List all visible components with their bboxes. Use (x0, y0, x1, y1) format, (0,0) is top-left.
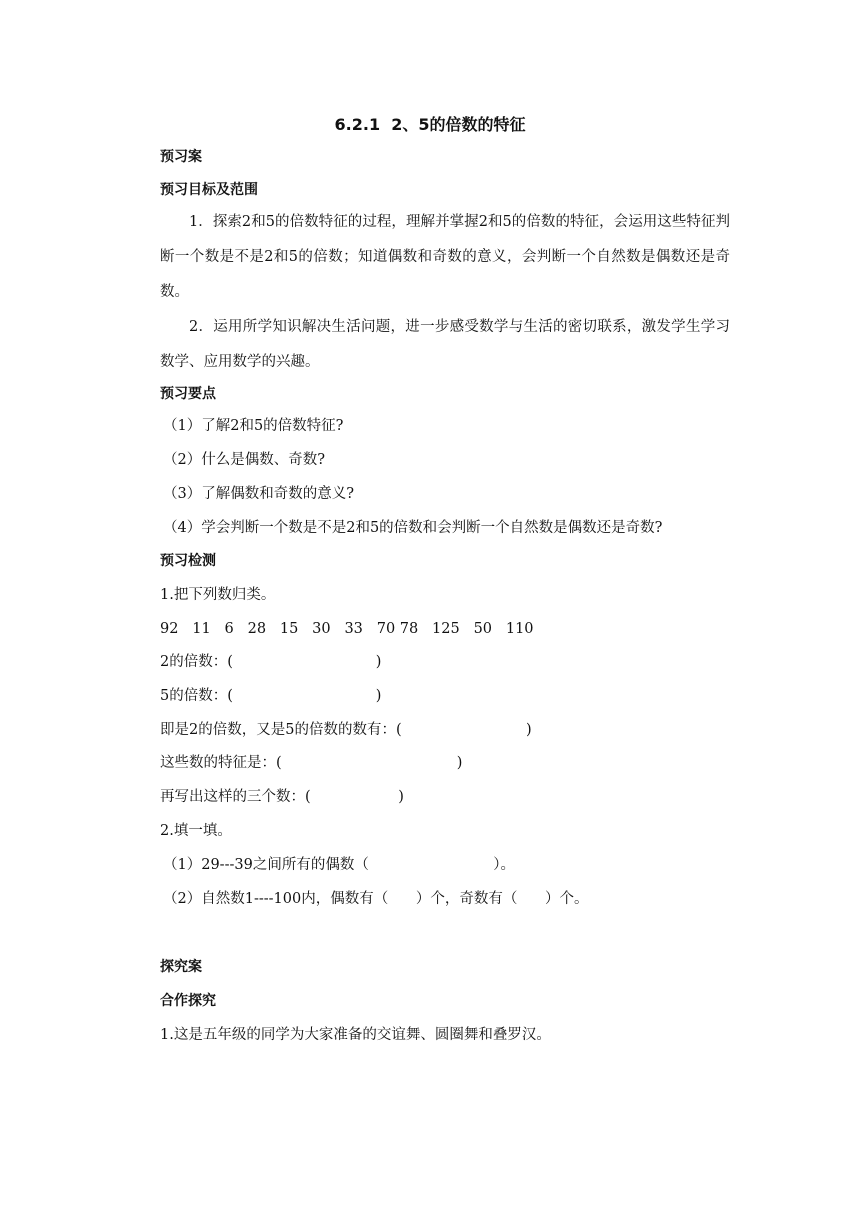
question-2-prompt: 2.填一填。 (160, 823, 232, 839)
page-title: 6.2.1 2、5的倍数的特征 (334, 115, 526, 134)
explore-question-1: 1.这是五年级的同学为大家准备的交谊舞、圆圈舞和叠罗汉。 (160, 1027, 551, 1043)
blank-three-more: 再写出这样的三个数：( ) (160, 789, 404, 805)
blank-multiples-of-5: 5的倍数：( ) (160, 688, 382, 704)
preview-heading: 预习案 (160, 149, 202, 165)
point-item-1: （1）了解2和5的倍数特征? (163, 418, 344, 434)
check-heading: 预习检测 (160, 553, 216, 569)
number-list: 92 11 6 28 15 30 33 70 78 125 50 110 (160, 621, 534, 637)
coop-heading: 合作探究 (160, 993, 216, 1009)
question-1-prompt: 1.把下列数归类。 (160, 587, 276, 603)
point-item-3: （3）了解偶数和奇数的意义? (163, 486, 354, 502)
explore-heading: 探究案 (160, 959, 202, 975)
blank-multiples-of-2: 2的倍数：( ) (160, 654, 382, 670)
question-2-item-1: （1）29---39之间所有的偶数（ ）。 (163, 857, 516, 873)
blank-features: 这些数的特征是：( ) (160, 755, 463, 771)
goals-heading: 预习目标及范围 (160, 182, 258, 198)
goal-paragraph-2: 2．运用所学知识解决生活问题，进一步感受数学与生活的密切联系，激发学生学习数学、应用数学的兴趣。 (160, 319, 730, 370)
goal-paragraph-1: 1．探索2和5的倍数特征的过程，理解并掌握2和5的倍数的特征，会运用这些特征判断一个数是不是2和5的倍数；知道偶数和奇数的意义，会判断一个自然数是偶数还是奇数。 (160, 214, 730, 300)
point-item-2: （2）什么是偶数、奇数? (163, 452, 325, 468)
blank-multiples-of-both: 即是2的倍数，又是5的倍数的数有：( ) (160, 722, 532, 738)
points-heading: 预习要点 (160, 386, 216, 402)
question-2-item-2: （2）自然数1----100内，偶数有（ ）个，奇数有（ ）个。 (163, 891, 589, 907)
point-item-4: （4）学会判断一个数是不是2和5的倍数和会判断一个自然数是偶数还是奇数? (163, 520, 663, 536)
